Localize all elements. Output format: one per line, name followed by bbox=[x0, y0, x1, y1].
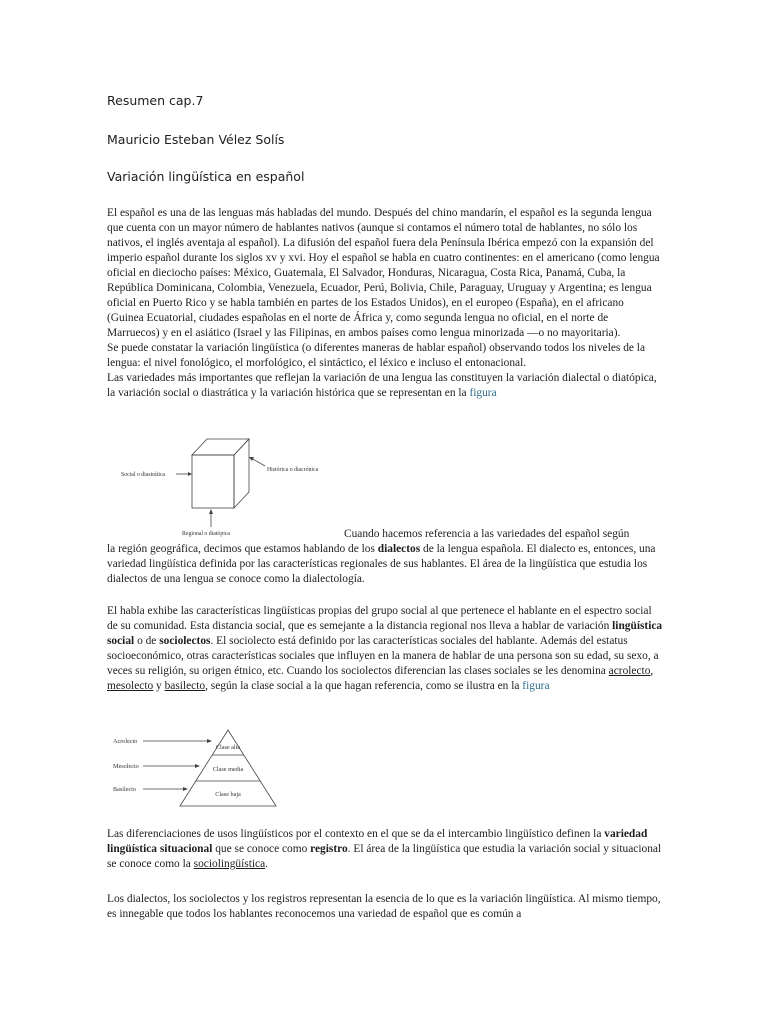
pyramid-sociolect-figure bbox=[107, 726, 279, 808]
label-clase-media: Clase media bbox=[212, 766, 244, 773]
cube-variation-figure bbox=[107, 431, 343, 545]
term-linguistica-social: lingüística social bbox=[107, 620, 663, 647]
cube-front-face bbox=[192, 455, 234, 508]
label-social: Social o diastrática bbox=[121, 472, 166, 478]
document-title: Resumen cap.7 bbox=[107, 93, 204, 108]
label-basilecto: Basilecto bbox=[113, 786, 137, 793]
section-title: Variación lingüística en español bbox=[107, 169, 305, 184]
paragraph-intro-text: El español es una de las lenguas más habladas del mundo. Después del chino mandarín, el español es la segunda lengua que cuenta con un mayor número de hablantes nativos (aunque si contamos el número total de hablantes, no sólo los nativos, el inglés aventaja al español). La difusión del español fuera dela Península Ibérica empezó con la expansión del imperio español durante los siglos xv y xvi. Hoy el español se habla en cuatro continentes: en el americano (como lengua oficial en dieciocho países: México, Guatemala, El Salvador, Honduras, Nicaragua, Costa Rica, Panamá, Cuba, la República Dominicana, Colombia, Venezuela, Ecuador, Perú, Bolivia, Chile, Paraguay, Uruguay y Argentina; es lengua oficial en Puerto Rico y se habla también en partes de los Estados Unidos), en el europeo (España), en el africano (Guinea Ecuatorial, ciudades españolas en el norte de África y, como segunda lengua no oficial, en el norte de Marruecos) y en el asiático (Israel y las Filipinas, en ambos países como lengua minorizada —o no mayoritaria). bbox=[107, 207, 660, 339]
cube-side-face bbox=[234, 439, 249, 508]
term-variedad-situacional: variedad lingüística situacional bbox=[107, 828, 648, 855]
paragraph-varieties-text: Las variedades más importantes que reflejan la variación de una lengua las constituyen la variación dialectal o diatópica, la variación social o diastrática y la variación histórica que se representan en la bbox=[107, 372, 657, 399]
term-basilecto: basilecto bbox=[164, 680, 206, 692]
paragraph-conclusion: Los dialectos, los sociolectos y los registros representan la esencia de lo que es la variación lingüística. Al mismo tiempo, es innegable que todos los hablantes reconocemos una variedad de español que es común a bbox=[107, 893, 661, 920]
term-registro: registro bbox=[310, 843, 348, 855]
paragraph-register: Las diferenciaciones de usos lingüísticos por el contexto en el que se da el intercambio lingüístico definen la variedad lingüística situacional que se conoce como registro. El área de la lingüística que estudia la variación social y situacional se conoce como la sociolingüística. bbox=[107, 828, 662, 870]
paragraph-sociolect: El habla exhibe las características lingüísticas propias del grupo social al que pertenece el hablante en el espectro social de su comunidad. Esta distancia social, que es semejante a la distancia regional nos lleva a hablar de variación lingüística social o de sociolectos. El sociolecto está definido por las características sociales del hablante. Además del estatus socioeconómico, otras características sociales que influyen en la manera de hablar de una persona son su edad, su sexo, a veces su religión, su origen étnico, etc. Cuando los sociolectos diferencian las clases sociales se les denomina acrolecto, mesolecto y basilecto, según la clase social a la que hagan referencia, como se ilustra en la figura bbox=[107, 605, 663, 692]
label-mesolecto: Mesolecto bbox=[113, 763, 139, 770]
term-sociolinguistica: sociolingüística bbox=[193, 858, 266, 870]
paragraph-dialect-lead: Cuando hacemos referencia a las variedades del español según bbox=[344, 528, 630, 540]
paragraph-dialect: la región geográfica, decimos que estamos hablando de los dialectos de la lengua española. El dialecto es, entonces, una variedad lingüística definida por las características regionales de sus hablantes. El área de la lingüística que estudia los dialectos de una lengua se conoce como la dialectología. bbox=[107, 543, 656, 585]
term-dialectos: dialectos bbox=[377, 543, 421, 555]
label-regional: Regional o diatópica bbox=[182, 531, 230, 537]
term-mesolecto: mesolecto bbox=[107, 680, 154, 692]
paragraph-intro bbox=[107, 206, 663, 401]
figure-link-2[interactable]: figura bbox=[522, 680, 550, 692]
cube-top-face bbox=[192, 439, 249, 455]
label-clase-baja: Clase baja bbox=[215, 791, 241, 798]
term-sociolectos: sociolectos bbox=[159, 635, 211, 647]
label-acrolecto: Acrolecto bbox=[113, 738, 138, 745]
paragraph-variation-text: Se puede constatar la variación lingüística (o diferentes maneras de hablar español) observando todos los niveles de la lengua: el nivel fonológico, el morfológico, el sintáctico, el léxico e incluso el entonacional. bbox=[107, 342, 646, 369]
label-historica: Histórica o diacrónica bbox=[267, 467, 319, 473]
arrow-historica bbox=[251, 458, 265, 466]
figure-link[interactable]: figura bbox=[469, 387, 497, 399]
term-acrolecto: acrolecto bbox=[608, 665, 651, 677]
label-clase-alta: Clase alta bbox=[215, 744, 241, 751]
author-name: Mauricio Esteban Vélez Solís bbox=[107, 132, 285, 147]
